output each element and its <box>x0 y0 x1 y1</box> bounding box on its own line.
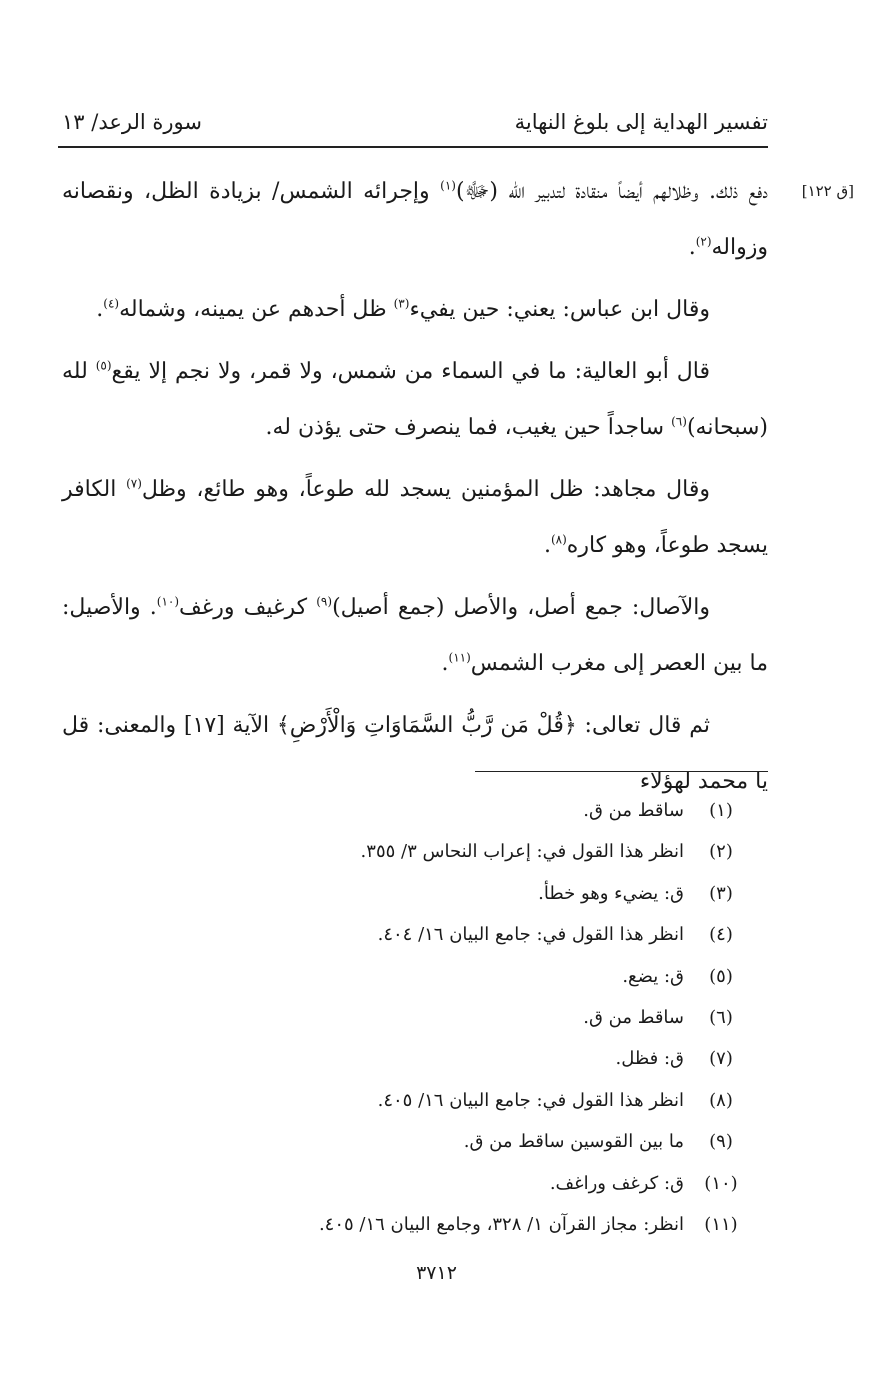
paragraph-text: كرغيف ورغف <box>179 595 317 620</box>
footnote-number: (٦) <box>709 1006 733 1028</box>
paragraph-text: الكافر يسجد طوعاً، وهو كاره <box>62 477 768 558</box>
footnote-marker: (١٠) <box>156 594 180 609</box>
surah-page-label: سورة الرعد/ ١٣ <box>62 110 202 134</box>
footnote <box>62 1038 768 1079</box>
paragraph-text: . <box>543 533 551 558</box>
paragraph <box>62 580 768 692</box>
footnote-rule <box>475 771 768 772</box>
paragraph-text: ظل أحدهم عن يمينه، وشماله <box>119 297 394 322</box>
footnote-number: (١) <box>709 800 733 821</box>
header-rule <box>58 146 768 148</box>
footnote-marker: (٩) <box>316 594 333 609</box>
footnote-marker: (٢) <box>695 234 712 249</box>
paragraph-text: . <box>688 235 696 260</box>
footnote-text: ق: يضيء وهو خطأ. <box>538 882 684 904</box>
footnote <box>62 1163 768 1204</box>
paragraph-text: وقال ابن عباس: يعني: حين يفيء <box>409 297 710 322</box>
paragraph-text: . والأصيل: ما بين العصر إلى مغرب الشمس <box>62 595 768 676</box>
manuscript-folio-note: [ق ١٢٢] <box>801 182 854 200</box>
running-header <box>62 104 768 140</box>
paragraph <box>62 282 768 338</box>
footnote-text: ق: كرغف وراغف. <box>549 1172 684 1194</box>
footnote-number: (٨) <box>709 1089 733 1111</box>
footnote-number: (١١) <box>704 1213 738 1235</box>
paragraph-text: . <box>96 297 104 322</box>
footnote <box>62 831 768 872</box>
page-number: ٣٧١٢ <box>416 1262 457 1284</box>
paragraph-text: لله (سبحانه) <box>62 359 768 440</box>
footnote-number: (٣) <box>709 882 733 904</box>
footnote-marker: (٨) <box>550 532 567 547</box>
footnote-marker: (٣) <box>393 296 410 311</box>
footnote-text: ساقط من ق. <box>583 800 684 821</box>
footnote <box>62 1121 768 1162</box>
footnote <box>62 1080 768 1121</box>
footnote-number: (١٠) <box>704 1172 738 1194</box>
paragraph-text: وإجرائه الشمس/ بزيادة الظل، ونقصانه وزواله <box>62 179 768 260</box>
paragraph-text: ثم قال تعالى: ﴿قُلْ مَن رَّبُّ السَّمَاوَاتِ وَالْأَرْضِ﴾ الآية [١٧] والمعنى: قل يا محمد لهؤلاء <box>62 713 768 794</box>
paragraph-text: دفع ذلك. وظلالهم أيضاً منقادة لتدبير الله (ﷻ) <box>455 179 768 204</box>
footnote-marker: (٤) <box>103 296 120 311</box>
footnote-text: انظر: مجاز القرآن ١/ ٣٢٨، وجامع البيان ١٦/ ٤٠٥. <box>318 1213 684 1235</box>
paragraph-text: والآصال: جمع أصل، والأصل (جمع أصيل) <box>332 595 710 620</box>
footnote-number: (٥) <box>709 965 733 987</box>
footnote-text: انظر هذا القول في: جامع البيان ١٦/ ٤٠٤. <box>377 924 684 946</box>
footnote-number: (٤) <box>709 924 733 946</box>
paragraph-text: وقال مجاهد: ظل المؤمنين يسجد لله طوعاً، وهو طائع، وظل <box>141 477 710 502</box>
footnote-marker: (١) <box>440 178 456 193</box>
footnote-marker: (٦) <box>671 414 687 429</box>
footnote-number: (٧) <box>709 1048 733 1070</box>
footnote-number: (٩) <box>709 1131 733 1153</box>
paragraph-text: . <box>441 651 449 676</box>
paragraph <box>62 344 768 456</box>
paragraph-text: قال أبو العالية: ما في السماء من شمس، ولا قمر، ولا نجم إلا يقع <box>111 359 710 384</box>
footnote-text: انظر هذا القول في: إعراب النحاس ٣/ ٣٥٥. <box>360 841 684 863</box>
footnotes <box>62 790 768 1245</box>
book-title: تفسير الهداية إلى بلوغ النهاية <box>514 110 768 134</box>
footnote-text: ق: فظل. <box>615 1048 684 1070</box>
paragraph <box>62 462 768 574</box>
paragraph <box>62 164 768 276</box>
footnote-marker: (١١) <box>448 650 471 665</box>
footnote-text: ساقط من ق. <box>583 1006 684 1028</box>
footnote <box>62 997 768 1038</box>
footnote-text: ما بين القوسين ساقط من ق. <box>463 1131 684 1153</box>
footnote <box>62 956 768 997</box>
footnote-number: (٢) <box>709 841 733 863</box>
footnote <box>62 914 768 955</box>
footnote-marker: (٥) <box>95 358 112 373</box>
main-text <box>62 164 768 816</box>
footnote-text: ق: يضع. <box>622 965 684 987</box>
footnote-text: انظر هذا القول في: جامع البيان ١٦/ ٤٠٥. <box>377 1089 684 1111</box>
paragraph-text: ساجداً حين يغيب، فما ينصرف حتى يؤذن له. <box>265 415 672 440</box>
footnote-marker: (٧) <box>126 476 142 491</box>
footnote <box>62 873 768 914</box>
footnote <box>62 1204 768 1245</box>
footnote <box>62 790 768 831</box>
